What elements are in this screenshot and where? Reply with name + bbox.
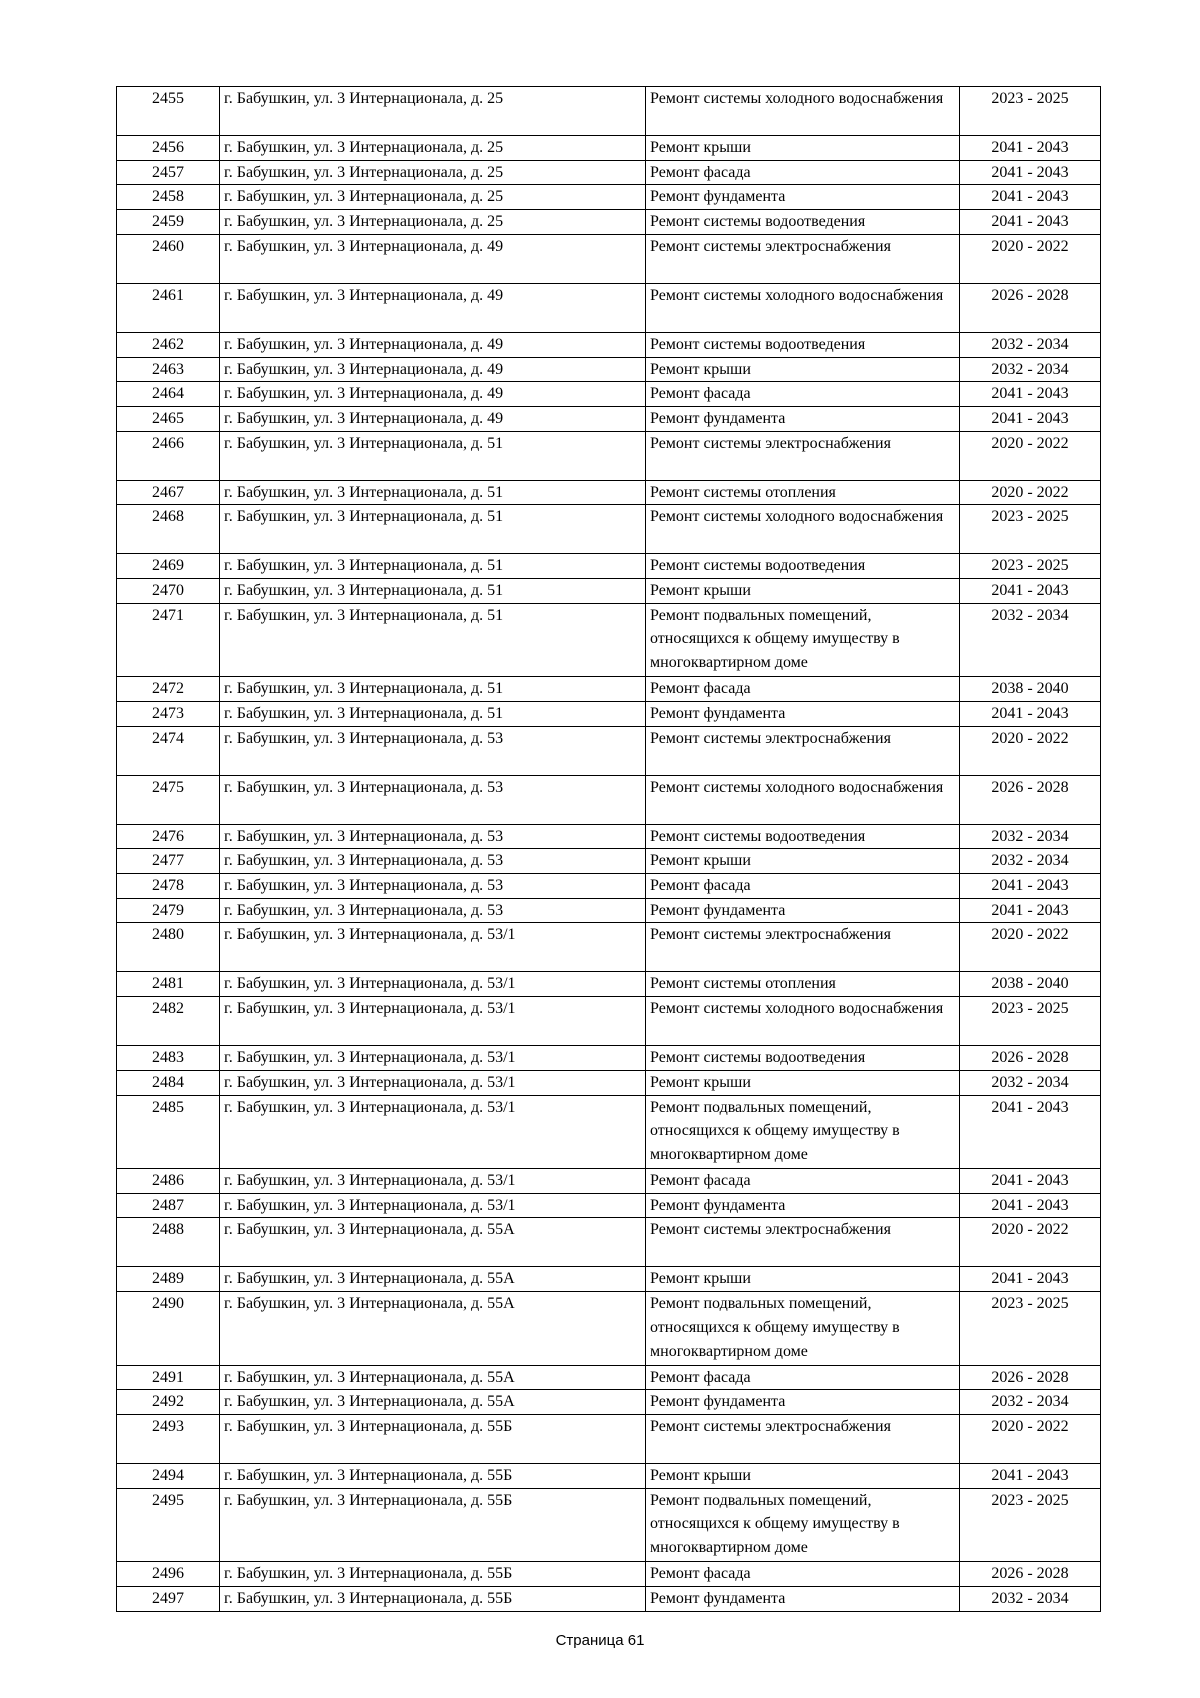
work-type-cell: Ремонт подвальных помещений, относящихся к общему имуществу в многоквартирном доме (646, 1488, 960, 1562)
work-type-cell: Ремонт крыши (646, 579, 960, 604)
work-type-cell: Ремонт фасада (646, 382, 960, 407)
period-cell: 2020 - 2022 (960, 480, 1101, 505)
row-number-cell: 2459 (117, 210, 220, 235)
address-cell: г. Бабушкин, ул. 3 Интернационала, д. 49 (220, 382, 646, 407)
row-number-cell: 2474 (117, 726, 220, 775)
table-row (117, 480, 1101, 505)
row-number-cell: 2491 (117, 1365, 220, 1390)
work-type-cell: Ремонт крыши (646, 357, 960, 382)
address-cell: г. Бабушкин, ул. 3 Интернационала, д. 55Б (220, 1586, 646, 1611)
address-cell: г. Бабушкин, ул. 3 Интернационала, д. 53/1 (220, 1193, 646, 1218)
table-row (117, 160, 1101, 185)
period-cell: 2041 - 2043 (960, 185, 1101, 210)
work-type-cell: Ремонт крыши (646, 849, 960, 874)
period-cell: 2032 - 2034 (960, 1586, 1101, 1611)
table-row (117, 1586, 1101, 1611)
table-row (117, 234, 1101, 283)
work-type-cell: Ремонт подвальных помещений, относящихся к общему имуществу в многоквартирном доме (646, 1292, 960, 1366)
work-type-cell: Ремонт системы водоотведения (646, 1046, 960, 1071)
address-cell: г. Бабушкин, ул. 3 Интернационала, д. 53 (220, 898, 646, 923)
row-number-cell: 2493 (117, 1415, 220, 1464)
period-cell: 2023 - 2025 (960, 505, 1101, 554)
table-row (117, 726, 1101, 775)
row-number-cell: 2463 (117, 357, 220, 382)
table-row (117, 1562, 1101, 1587)
address-cell: г. Бабушкин, ул. 3 Интернационала, д. 53 (220, 874, 646, 899)
work-type-cell: Ремонт крыши (646, 136, 960, 161)
period-cell: 2032 - 2034 (960, 1070, 1101, 1095)
period-cell: 2020 - 2022 (960, 234, 1101, 283)
address-cell: г. Бабушкин, ул. 3 Интернационала, д. 53 (220, 726, 646, 775)
table-row (117, 1218, 1101, 1267)
work-type-cell: Ремонт крыши (646, 1267, 960, 1292)
row-number-cell: 2476 (117, 824, 220, 849)
address-cell: г. Бабушкин, ул. 3 Интернационала, д. 25 (220, 160, 646, 185)
period-cell: 2041 - 2043 (960, 160, 1101, 185)
period-cell: 2020 - 2022 (960, 1218, 1101, 1267)
row-number-cell: 2492 (117, 1390, 220, 1415)
table-row (117, 972, 1101, 997)
table-row (117, 579, 1101, 604)
table-row (117, 1095, 1101, 1169)
row-number-cell: 2465 (117, 406, 220, 431)
table-row (117, 382, 1101, 407)
address-cell: г. Бабушкин, ул. 3 Интернационала, д. 53/1 (220, 997, 646, 1046)
address-cell: г. Бабушкин, ул. 3 Интернационала, д. 49 (220, 357, 646, 382)
address-cell: г. Бабушкин, ул. 3 Интернационала, д. 25 (220, 185, 646, 210)
table-row (117, 332, 1101, 357)
work-type-cell: Ремонт фасада (646, 874, 960, 899)
table-row (117, 210, 1101, 235)
work-type-cell: Ремонт системы холодного водоснабжения (646, 775, 960, 824)
row-number-cell: 2461 (117, 283, 220, 332)
period-cell: 2041 - 2043 (960, 874, 1101, 899)
table-row (117, 997, 1101, 1046)
address-cell: г. Бабушкин, ул. 3 Интернационала, д. 51 (220, 480, 646, 505)
work-type-cell: Ремонт системы электроснабжения (646, 234, 960, 283)
address-cell: г. Бабушкин, ул. 3 Интернационала, д. 53/1 (220, 972, 646, 997)
table-row (117, 898, 1101, 923)
work-type-cell: Ремонт системы отопления (646, 480, 960, 505)
row-number-cell: 2483 (117, 1046, 220, 1071)
period-cell: 2032 - 2034 (960, 849, 1101, 874)
table-row (117, 849, 1101, 874)
address-cell: г. Бабушкин, ул. 3 Интернационала, д. 55А (220, 1218, 646, 1267)
row-number-cell: 2480 (117, 923, 220, 972)
work-type-cell: Ремонт системы холодного водоснабжения (646, 505, 960, 554)
address-cell: г. Бабушкин, ул. 3 Интернационала, д. 49 (220, 332, 646, 357)
work-type-cell: Ремонт системы электроснабжения (646, 1218, 960, 1267)
work-type-cell: Ремонт системы электроснабжения (646, 726, 960, 775)
table-row (117, 1488, 1101, 1562)
row-number-cell: 2455 (117, 87, 220, 136)
row-number-cell: 2485 (117, 1095, 220, 1169)
row-number-cell: 2464 (117, 382, 220, 407)
period-cell: 2023 - 2025 (960, 1292, 1101, 1366)
address-cell: г. Бабушкин, ул. 3 Интернационала, д. 53 (220, 775, 646, 824)
work-type-cell: Ремонт фасада (646, 1365, 960, 1390)
address-cell: г. Бабушкин, ул. 3 Интернационала, д. 55А (220, 1292, 646, 1366)
address-cell: г. Бабушкин, ул. 3 Интернационала, д. 55А (220, 1390, 646, 1415)
row-number-cell: 2479 (117, 898, 220, 923)
work-type-cell: Ремонт крыши (646, 1464, 960, 1489)
address-cell: г. Бабушкин, ул. 3 Интернационала, д. 53 (220, 849, 646, 874)
period-cell: 2023 - 2025 (960, 997, 1101, 1046)
period-cell: 2041 - 2043 (960, 1193, 1101, 1218)
row-number-cell: 2468 (117, 505, 220, 554)
period-cell: 2020 - 2022 (960, 1415, 1101, 1464)
address-cell: г. Бабушкин, ул. 3 Интернационала, д. 51 (220, 554, 646, 579)
table-row (117, 406, 1101, 431)
work-type-cell: Ремонт системы водоотведения (646, 332, 960, 357)
address-cell: г. Бабушкин, ул. 3 Интернационала, д. 25 (220, 210, 646, 235)
table-row (117, 923, 1101, 972)
period-cell: 2041 - 2043 (960, 898, 1101, 923)
address-cell: г. Бабушкин, ул. 3 Интернационала, д. 53/1 (220, 1169, 646, 1194)
period-cell: 2041 - 2043 (960, 406, 1101, 431)
table-row (117, 554, 1101, 579)
period-cell: 2041 - 2043 (960, 382, 1101, 407)
row-number-cell: 2472 (117, 677, 220, 702)
address-cell: г. Бабушкин, ул. 3 Интернационала, д. 51 (220, 579, 646, 604)
period-cell: 2026 - 2028 (960, 775, 1101, 824)
work-type-cell: Ремонт системы холодного водоснабжения (646, 997, 960, 1046)
period-cell: 2038 - 2040 (960, 677, 1101, 702)
row-number-cell: 2478 (117, 874, 220, 899)
work-type-cell: Ремонт системы водоотведения (646, 210, 960, 235)
table-row (117, 87, 1101, 136)
period-cell: 2041 - 2043 (960, 136, 1101, 161)
address-cell: г. Бабушкин, ул. 3 Интернационала, д. 53/1 (220, 1070, 646, 1095)
work-type-cell: Ремонт фасада (646, 677, 960, 702)
table-row (117, 1267, 1101, 1292)
table-row (117, 431, 1101, 480)
period-cell: 2032 - 2034 (960, 332, 1101, 357)
period-cell: 2026 - 2028 (960, 1365, 1101, 1390)
address-cell: г. Бабушкин, ул. 3 Интернационала, д. 51 (220, 677, 646, 702)
period-cell: 2041 - 2043 (960, 1464, 1101, 1489)
row-number-cell: 2475 (117, 775, 220, 824)
period-cell: 2041 - 2043 (960, 579, 1101, 604)
table-row (117, 1046, 1101, 1071)
period-cell: 2020 - 2022 (960, 726, 1101, 775)
address-cell: г. Бабушкин, ул. 3 Интернационала, д. 53/1 (220, 923, 646, 972)
period-cell: 2032 - 2034 (960, 357, 1101, 382)
row-number-cell: 2473 (117, 701, 220, 726)
table-row (117, 1169, 1101, 1194)
work-type-cell: Ремонт фундамента (646, 185, 960, 210)
row-number-cell: 2494 (117, 1464, 220, 1489)
table-row (117, 874, 1101, 899)
period-cell: 2023 - 2025 (960, 87, 1101, 136)
address-cell: г. Бабушкин, ул. 3 Интернационала, д. 53 (220, 824, 646, 849)
table-row (117, 1464, 1101, 1489)
table-row (117, 1193, 1101, 1218)
work-type-cell: Ремонт системы электроснабжения (646, 431, 960, 480)
period-cell: 2020 - 2022 (960, 431, 1101, 480)
address-cell: г. Бабушкин, ул. 3 Интернационала, д. 55Б (220, 1488, 646, 1562)
period-cell: 2041 - 2043 (960, 1169, 1101, 1194)
row-number-cell: 2471 (117, 603, 220, 677)
table-row (117, 1070, 1101, 1095)
period-cell: 2023 - 2025 (960, 1488, 1101, 1562)
work-type-cell: Ремонт системы водоотведения (646, 824, 960, 849)
repair-schedule-table (116, 86, 1101, 1612)
address-cell: г. Бабушкин, ул. 3 Интернационала, д. 49 (220, 234, 646, 283)
work-type-cell: Ремонт фасада (646, 1169, 960, 1194)
work-type-cell: Ремонт фундамента (646, 1390, 960, 1415)
address-cell: г. Бабушкин, ул. 3 Интернационала, д. 55Б (220, 1464, 646, 1489)
row-number-cell: 2496 (117, 1562, 220, 1587)
row-number-cell: 2457 (117, 160, 220, 185)
row-number-cell: 2469 (117, 554, 220, 579)
period-cell: 2023 - 2025 (960, 554, 1101, 579)
row-number-cell: 2484 (117, 1070, 220, 1095)
period-cell: 2032 - 2034 (960, 603, 1101, 677)
row-number-cell: 2497 (117, 1586, 220, 1611)
period-cell: 2041 - 2043 (960, 1267, 1101, 1292)
work-type-cell: Ремонт системы электроснабжения (646, 923, 960, 972)
table-row (117, 677, 1101, 702)
page-number: Страница 61 (555, 1632, 645, 1649)
row-number-cell: 2490 (117, 1292, 220, 1366)
work-type-cell: Ремонт фасада (646, 1562, 960, 1587)
table-row (117, 824, 1101, 849)
table-row (117, 701, 1101, 726)
address-cell: г. Бабушкин, ул. 3 Интернационала, д. 51 (220, 701, 646, 726)
table-row (117, 1390, 1101, 1415)
work-type-cell: Ремонт подвальных помещений, относящихся к общему имуществу в многоквартирном доме (646, 603, 960, 677)
address-cell: г. Бабушкин, ул. 3 Интернационала, д. 55А (220, 1365, 646, 1390)
work-type-cell: Ремонт системы водоотведения (646, 554, 960, 579)
work-type-cell: Ремонт фундамента (646, 701, 960, 726)
row-number-cell: 2470 (117, 579, 220, 604)
work-type-cell: Ремонт крыши (646, 1070, 960, 1095)
address-cell: г. Бабушкин, ул. 3 Интернационала, д. 51 (220, 505, 646, 554)
row-number-cell: 2458 (117, 185, 220, 210)
period-cell: 2041 - 2043 (960, 1095, 1101, 1169)
period-cell: 2041 - 2043 (960, 210, 1101, 235)
table-row (117, 1292, 1101, 1366)
address-cell: г. Бабушкин, ул. 3 Интернационала, д. 53/1 (220, 1046, 646, 1071)
period-cell: 2026 - 2028 (960, 1562, 1101, 1587)
row-number-cell: 2489 (117, 1267, 220, 1292)
work-type-cell: Ремонт системы электроснабжения (646, 1415, 960, 1464)
table-row (117, 1365, 1101, 1390)
work-type-cell: Ремонт системы отопления (646, 972, 960, 997)
table-row (117, 775, 1101, 824)
period-cell: 2032 - 2034 (960, 824, 1101, 849)
address-cell: г. Бабушкин, ул. 3 Интернационала, д. 55А (220, 1267, 646, 1292)
period-cell: 2038 - 2040 (960, 972, 1101, 997)
work-type-cell: Ремонт подвальных помещений, относящихся к общему имуществу в многоквартирном доме (646, 1095, 960, 1169)
table-row (117, 603, 1101, 677)
row-number-cell: 2456 (117, 136, 220, 161)
period-cell: 2041 - 2043 (960, 701, 1101, 726)
table-row (117, 185, 1101, 210)
table-row (117, 357, 1101, 382)
row-number-cell: 2462 (117, 332, 220, 357)
row-number-cell: 2482 (117, 997, 220, 1046)
row-number-cell: 2481 (117, 972, 220, 997)
address-cell: г. Бабушкин, ул. 3 Интернационала, д. 53/1 (220, 1095, 646, 1169)
address-cell: г. Бабушкин, ул. 3 Интернационала, д. 25 (220, 136, 646, 161)
address-cell: г. Бабушкин, ул. 3 Интернационала, д. 55Б (220, 1562, 646, 1587)
period-cell: 2032 - 2034 (960, 1390, 1101, 1415)
work-type-cell: Ремонт фундамента (646, 1193, 960, 1218)
address-cell: г. Бабушкин, ул. 3 Интернационала, д. 55Б (220, 1415, 646, 1464)
table-row (117, 505, 1101, 554)
address-cell: г. Бабушкин, ул. 3 Интернационала, д. 49 (220, 406, 646, 431)
work-type-cell: Ремонт фундамента (646, 406, 960, 431)
period-cell: 2026 - 2028 (960, 1046, 1101, 1071)
work-type-cell: Ремонт фундамента (646, 1586, 960, 1611)
table-body (117, 87, 1101, 1612)
table-row (117, 283, 1101, 332)
period-cell: 2020 - 2022 (960, 923, 1101, 972)
work-type-cell: Ремонт системы холодного водоснабжения (646, 87, 960, 136)
table-row (117, 1415, 1101, 1464)
address-cell: г. Бабушкин, ул. 3 Интернационала, д. 25 (220, 87, 646, 136)
row-number-cell: 2486 (117, 1169, 220, 1194)
period-cell: 2026 - 2028 (960, 283, 1101, 332)
row-number-cell: 2488 (117, 1218, 220, 1267)
address-cell: г. Бабушкин, ул. 3 Интернационала, д. 51 (220, 603, 646, 677)
address-cell: г. Бабушкин, ул. 3 Интернационала, д. 51 (220, 431, 646, 480)
work-type-cell: Ремонт фасада (646, 160, 960, 185)
row-number-cell: 2495 (117, 1488, 220, 1562)
work-type-cell: Ремонт фундамента (646, 898, 960, 923)
row-number-cell: 2466 (117, 431, 220, 480)
row-number-cell: 2467 (117, 480, 220, 505)
row-number-cell: 2487 (117, 1193, 220, 1218)
row-number-cell: 2460 (117, 234, 220, 283)
work-type-cell: Ремонт системы холодного водоснабжения (646, 283, 960, 332)
address-cell: г. Бабушкин, ул. 3 Интернационала, д. 49 (220, 283, 646, 332)
table-row (117, 136, 1101, 161)
row-number-cell: 2477 (117, 849, 220, 874)
